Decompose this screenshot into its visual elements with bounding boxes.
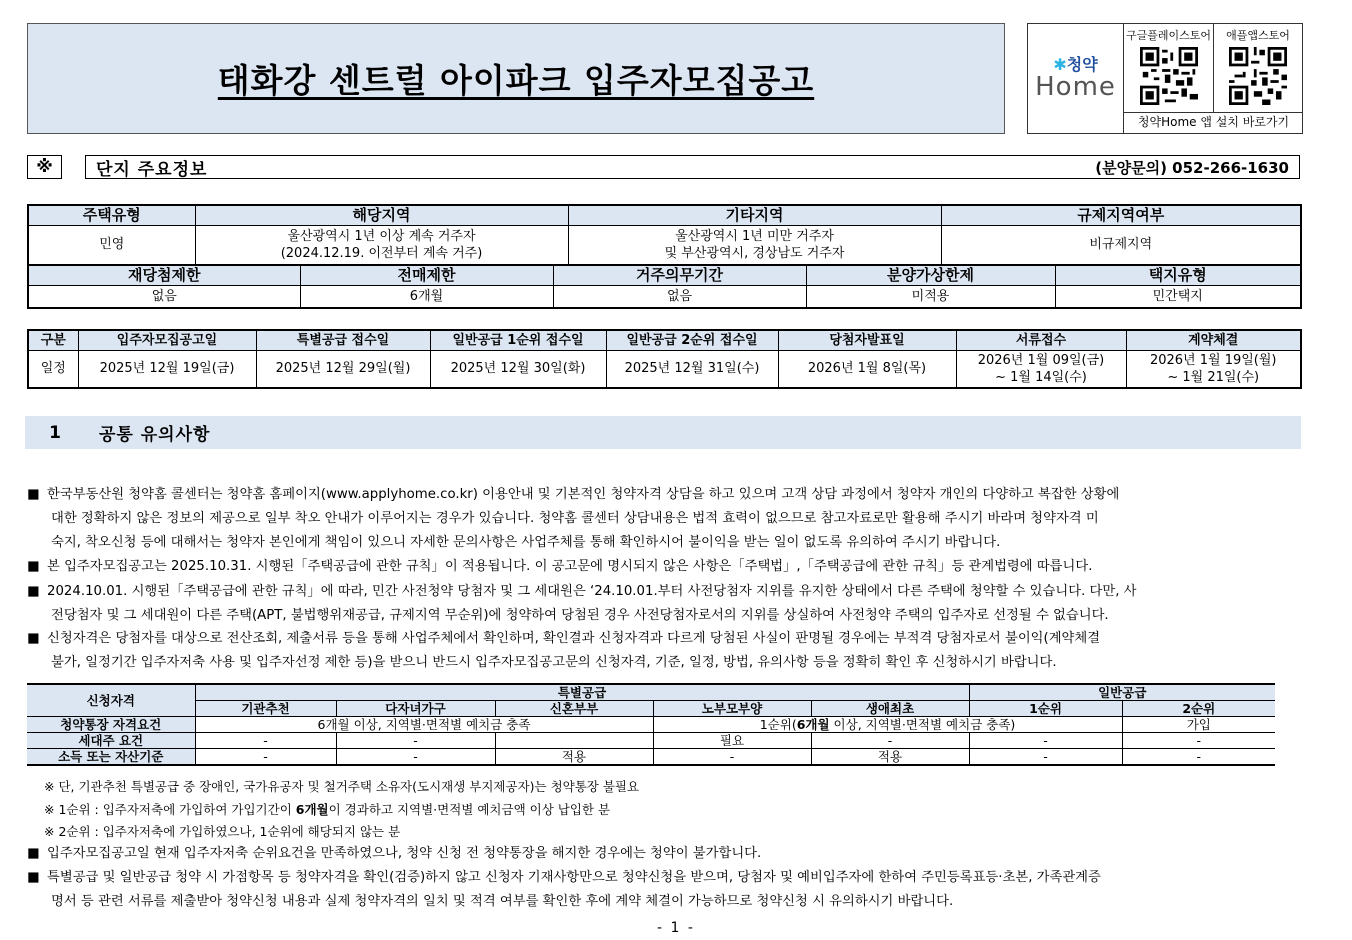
general-supply-header: 일반공급 <box>969 684 1275 701</box>
google-play-qr[interactable] <box>1123 24 1213 112</box>
reference-mark: ※ <box>27 155 62 179</box>
app-logo-box[interactable] <box>1027 23 1303 134</box>
table-cell: - <box>336 733 495 749</box>
inquiry-phone: (분양문의) 052-266-1630 <box>1095 158 1289 177</box>
first-date: 2025년 12월 30일(화) <box>430 350 606 388</box>
second-account-req: 가입 <box>1122 717 1275 733</box>
local-area-line2: (2024.12.19. 이전부터 계속 거주) <box>280 245 483 261</box>
table-cell: 필요 <box>653 733 811 749</box>
header-other-area: 기타지역 <box>568 205 941 225</box>
page-number: - 1 - <box>657 920 695 936</box>
row-account-label: 청약통장 자격요건 <box>27 717 195 733</box>
col-institution: 기관추천 <box>195 701 336 717</box>
notice-date: 2025년 12월 19일(금) <box>78 350 256 388</box>
residence-duty-value: 없음 <box>553 286 806 308</box>
header-category: 구분 <box>28 330 78 350</box>
contract-date-start: 2026년 1월 19일(월) <box>1149 352 1277 368</box>
other-area-value <box>568 225 941 265</box>
other-area-line1: 울산광역시 1년 미만 거주자 <box>675 228 834 244</box>
notice-paragraph-2 <box>27 555 1332 579</box>
schedule-table <box>27 329 1302 389</box>
table-cell: - <box>811 733 969 749</box>
regulation-value: 비규제지역 <box>941 225 1301 265</box>
section-number: 1 <box>49 422 61 443</box>
header-docs-date: 서류접수 <box>956 330 1126 350</box>
note-2-b: 6개월 <box>295 802 329 817</box>
col-first-rank: 1순위 <box>969 701 1122 717</box>
p6-line2: 명서 등 관련 서류를 제출받아 청약신청 내용과 실제 청약자격의 일치 및 적격 여부를 확인한 후에 계약 체결이 가능하므로 청약신청 시 유의하시기 바랍니다. <box>51 894 954 909</box>
app-install-link[interactable]: 청약Home 앱 설치 바로가기 <box>1123 112 1303 133</box>
logo-small-text: 청약 <box>1066 54 1098 74</box>
housing-type-value: 민영 <box>28 225 195 265</box>
note-2-a: ※ 1순위 : 입주자저축에 가입하여 가입기간이 <box>44 802 296 817</box>
eligibility-corner: 신청자격 <box>27 684 195 717</box>
p6-line1: 특별공급 및 일반공급 청약 시 가점항목 등 청약자격을 확인(검증)하지 않고 신청자 기재사항만으로 청약신청을 받으며, 당첨자 및 예비입주자에 한하여 주민등록표등·초본, 가족관계증 <box>47 870 1101 885</box>
applyhome-logo <box>1028 24 1123 133</box>
special-account-req: 6개월 이상, 지역별·면적별 예치금 충족 <box>195 717 653 733</box>
header-regulation: 규제지역여부 <box>941 205 1301 225</box>
col-newlywed: 신혼부부 <box>495 701 653 717</box>
note-2 <box>44 799 610 821</box>
land-type-value: 민간택지 <box>1055 286 1301 308</box>
complex-info-table <box>27 204 1302 266</box>
table-cell: - <box>195 733 336 749</box>
page-title: 태화강 센트럴 아이파크 입주자모집공고 <box>217 61 815 100</box>
qr-code-icon <box>1229 47 1287 105</box>
header-contract-date: 계약체결 <box>1126 330 1301 350</box>
second-date: 2025년 12월 31일(수) <box>606 350 778 388</box>
p1-line1: 한국부동산원 청약홈 콜센터는 청약홈 홈페이지(www.applyhome.co.kr) 이용안내 및 기본적인 청약자격 상담을 하고 있으며 고객 상담 과정에서 청약자 개인의 다양하고 복잡한 상황에 <box>47 487 1120 502</box>
p2-line1: 본 입주자모집공고는 2025.10.31. 시행된「주택공급에 관한 규칙」이 적용됩니다. 이 공고문에 명시되지 않은 사항은「주택법」,「주택공급에 관한 규칙」등 관계법령에 따릅니다. <box>47 559 1093 574</box>
table-cell: 적용 <box>811 749 969 766</box>
bullet-icon: ■ <box>27 559 40 574</box>
col-first-home: 생애최초 <box>811 701 969 717</box>
table-cell: - <box>336 749 495 766</box>
table-cell: - <box>1122 749 1275 766</box>
p5-line1: 입주자모집공고일 현재 입주자저축 순위요건을 만족하였으나, 청약 신청 전 청약통장을 해지한 경우에는 청약이 불가합니다. <box>47 846 762 861</box>
col-multichild: 다자녀가구 <box>336 701 495 717</box>
col-elderly-parent: 노부모부양 <box>653 701 811 717</box>
section-1-title: 공통 유의사항 <box>99 425 211 445</box>
header-local-area: 해당지역 <box>195 205 568 225</box>
notice-paragraph-6 <box>27 866 1332 914</box>
notice-paragraph-1 <box>27 483 1332 555</box>
p4-line1: 신청자격은 당첨자를 대상으로 전산조회, 제출서류 등을 통해 사업주체에서 확인하며, 확인결과 신청자격과 다르게 당첨된 사실이 판명될 경우에는 부적격 당첨자로서 불이익(계약체결 <box>47 631 1101 646</box>
eligibility-table <box>27 683 1275 766</box>
docs-date-start: 2026년 1월 09일(금) <box>977 352 1105 368</box>
contract-date <box>1126 350 1301 388</box>
table-cell <box>495 733 653 749</box>
section-1-header <box>25 416 1301 449</box>
rewin-limit-value: 없음 <box>28 286 300 308</box>
table-cell: - <box>969 749 1122 766</box>
bullet-icon: ■ <box>27 487 40 502</box>
req-text-c: 이상, 지역별·면적별 예치금 충족) <box>829 716 1016 732</box>
bullet-icon: ■ <box>27 870 40 885</box>
header-price-cap: 분양가상한제 <box>806 266 1055 286</box>
bullet-icon: ■ <box>27 584 40 599</box>
restriction-table <box>27 265 1302 309</box>
col-second-rank: 2순위 <box>1122 701 1275 717</box>
req-text-b: 6개월 <box>796 716 830 732</box>
special-date: 2025년 12월 29일(월) <box>256 350 430 388</box>
price-cap-value: 미적용 <box>806 286 1055 308</box>
title-banner <box>27 23 1005 134</box>
req-text-a: 1순위( <box>759 716 797 732</box>
p3-line1: 2024.10.01. 시행된「주택공급에 관한 규칙」에 따라, 민간 사전청약 당첨자 및 그 세대원은 ‘24.10.01.부터 사전당첨자 지위를 유지한 상태에서 다른 주택에 청약할 수 있습니다. 다만, 사 <box>47 584 1137 599</box>
star-icon: ✱ <box>1053 54 1067 74</box>
local-area-value <box>195 225 568 265</box>
header-housing-type: 주택유형 <box>28 205 195 225</box>
table-cell: - <box>195 749 336 766</box>
notice-paragraph-3 <box>27 580 1332 628</box>
table-cell: - <box>969 733 1122 749</box>
p4-line2: 불가, 일정기간 입주자저축 사용 및 입주자선정 제한 등)을 받으니 반드시 입주자모집공고문의 신청자격, 기준, 일정, 방법, 유의사항 등을 정확히 확인 후 신청하시기 바랍니다. <box>51 655 1057 670</box>
header-notice-date: 입주자모집공고일 <box>78 330 256 350</box>
p1-line2: 대한 정확하지 않은 정보의 제공으로 일부 착오 안내가 이루어지는 경우가 있습니다. 청약홈 콜센터 상담내용은 법적 효력이 없으므로 참고자료로만 활용해 주시기 바라며 청약자격 미 <box>51 511 1099 526</box>
note-2-c: 이 경과하고 지역별·면적별 예치금액 이상 납입한 분 <box>328 802 611 817</box>
resale-limit-value: 6개월 <box>300 286 553 308</box>
row-income-label: 소득 또는 자산기준 <box>27 749 195 766</box>
bullet-icon: ■ <box>27 631 40 646</box>
section-title: 단지 주요정보 <box>96 159 208 180</box>
qr-code-icon <box>1140 47 1198 105</box>
contract-date-end: ~ 1월 21일(수) <box>1167 369 1260 385</box>
note-1: ※ 단, 기관추천 특별공급 중 장애인, 국가유공자 및 철거주택 소유자(도시재생 부지제공자)는 청약통장 불필요 <box>44 779 640 794</box>
app-store-label: 애플앱스토어 <box>1226 29 1290 42</box>
logo-main-text: Home <box>1035 71 1116 102</box>
general-account-req <box>653 717 1122 733</box>
notice-paragraph-4 <box>27 627 1332 675</box>
header-residence-duty: 거주의무기간 <box>553 266 806 286</box>
schedule-label: 일정 <box>28 350 78 388</box>
docs-date-end: ~ 1월 14일(수) <box>995 369 1087 385</box>
header-first-date: 일반공급 1순위 접수일 <box>430 330 606 350</box>
table-cell: - <box>653 749 811 766</box>
notice-paragraph-5 <box>27 842 1332 866</box>
header-rewin-limit: 재당첨제한 <box>28 266 300 286</box>
header-land-type: 택지유형 <box>1055 266 1301 286</box>
other-area-line2: 및 부산광역시, 경상남도 거주자 <box>664 245 845 261</box>
row-household-label: 세대주 요건 <box>27 733 195 749</box>
table-cell: - <box>1122 733 1275 749</box>
header-resale-limit: 전매제한 <box>300 266 553 286</box>
table-cell: 적용 <box>495 749 653 766</box>
note-3: ※ 2순위 : 입주자저축에 가입하였으나, 1순위에 해당되지 않는 분 <box>44 824 401 839</box>
app-store-qr[interactable] <box>1213 24 1302 112</box>
local-area-line1: 울산광역시 1년 이상 계속 거주자 <box>287 228 476 244</box>
special-supply-header: 특별공급 <box>195 684 969 701</box>
header-second-date: 일반공급 2순위 접수일 <box>606 330 778 350</box>
winner-date: 2026년 1월 8일(목) <box>778 350 956 388</box>
p1-line3: 숙지, 착오신청 등에 대해서는 청약자 본인에게 책임이 있으니 자세한 문의사항은 사업주체를 통해 확인하시어 불이익을 받는 일이 없도록 유의하여 주시기 바랍니다. <box>51 535 1001 550</box>
google-play-label: 구글플레이스토어 <box>1125 29 1211 42</box>
docs-date <box>956 350 1126 388</box>
header-winner-date: 당첨자발표일 <box>778 330 956 350</box>
section-header <box>85 155 1300 179</box>
header-special-date: 특별공급 접수일 <box>256 330 430 350</box>
p3-line2: 전당첨자 및 그 세대원이 다른 주택(APT, 불법행위재공급, 규제지역 무순위)에 청약하여 당첨된 경우 사전당첨자로서의 지위를 상실하여 사전청약 주택의 입주자로 선정될 수 없습니다. <box>51 608 1109 623</box>
bullet-icon: ■ <box>27 846 40 861</box>
